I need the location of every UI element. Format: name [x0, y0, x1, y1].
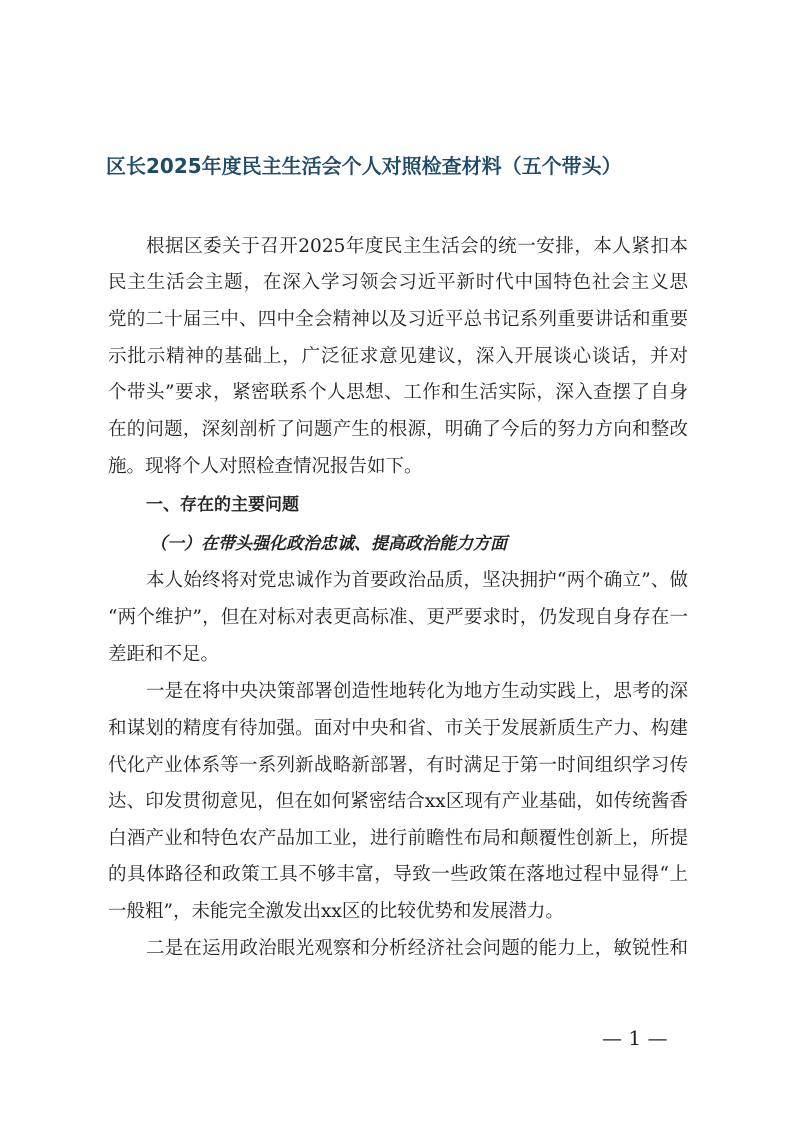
text-line: 和谋划的精度有待加强。面对中央和省、市关于发展新质生产力、构建	[108, 718, 688, 739]
text-line: 党的二十届三中、四中全会精神以及习近平总书记系列重要讲话和重要	[108, 309, 688, 330]
text-line: 民主生活会主题，在深入学习领会习近平新时代中国特色社会主义思	[108, 272, 688, 293]
text-line: 代化产业体系等一系列新战略新部署，有时满足于第一时间组织学习传	[108, 755, 688, 776]
text-line: 一是在将中央决策部署创造性地转化为地方生动实践上，思考的深	[146, 681, 688, 702]
text-line: 在的问题，深刻剖析了问题产生的根源，明确了今后的努力方向和整改	[108, 419, 688, 440]
text-line: 的具体路径和政策工具不够丰富，导致一些政策在落地过程中显得“上	[108, 864, 688, 885]
text-line: 达、印发贯彻意见，但在如何紧密结合xx区现有产业基础，如传统酱香	[108, 791, 688, 812]
text-line: 一般粗”，未能完全激发出xx区的比较优势和发展潜力。	[108, 901, 564, 922]
section-heading: 一、存在的主要问题	[146, 495, 299, 515]
text-line: 差距和不足。	[108, 644, 220, 665]
subsection-heading: （一）在带头强化政治忠诚、提高政治能力方面	[150, 534, 507, 554]
text-line: 个带头”要求，紧密联系个人思想、工作和生活实际，深入查摆了自身	[108, 382, 688, 403]
text-line: 施。现将个人对照检查情况报告如下。	[108, 456, 423, 477]
text-line: “两个维护”，但在对标对表更高标准、更严要求时，仍发现自身存在一	[108, 607, 688, 628]
text-line: 白酒产业和特色农产品加工业，进行前瞻性布局和颠覆性创新上，所提	[108, 828, 688, 849]
text-line: 根据区委关于召开2025年度民主生活会的统一安排，本人紧扣本	[146, 236, 688, 257]
text-line: 二是在运用政治眼光观察和分析经济社会问题的能力上，敏锐性和	[146, 938, 688, 959]
page-number: — 1 —	[602, 1026, 668, 1050]
text-line: 示批示精神的基础上，广泛征求意见建议，深入开展谈心谈话，并对	[108, 346, 688, 367]
document-title: 区长2025年度民主生活会个人对照检查材料（五个带头）	[106, 154, 622, 178]
text-line: 本人始终将对党忠诚作为首要政治品质，坚决拥护“两个确立”、做	[146, 570, 688, 591]
